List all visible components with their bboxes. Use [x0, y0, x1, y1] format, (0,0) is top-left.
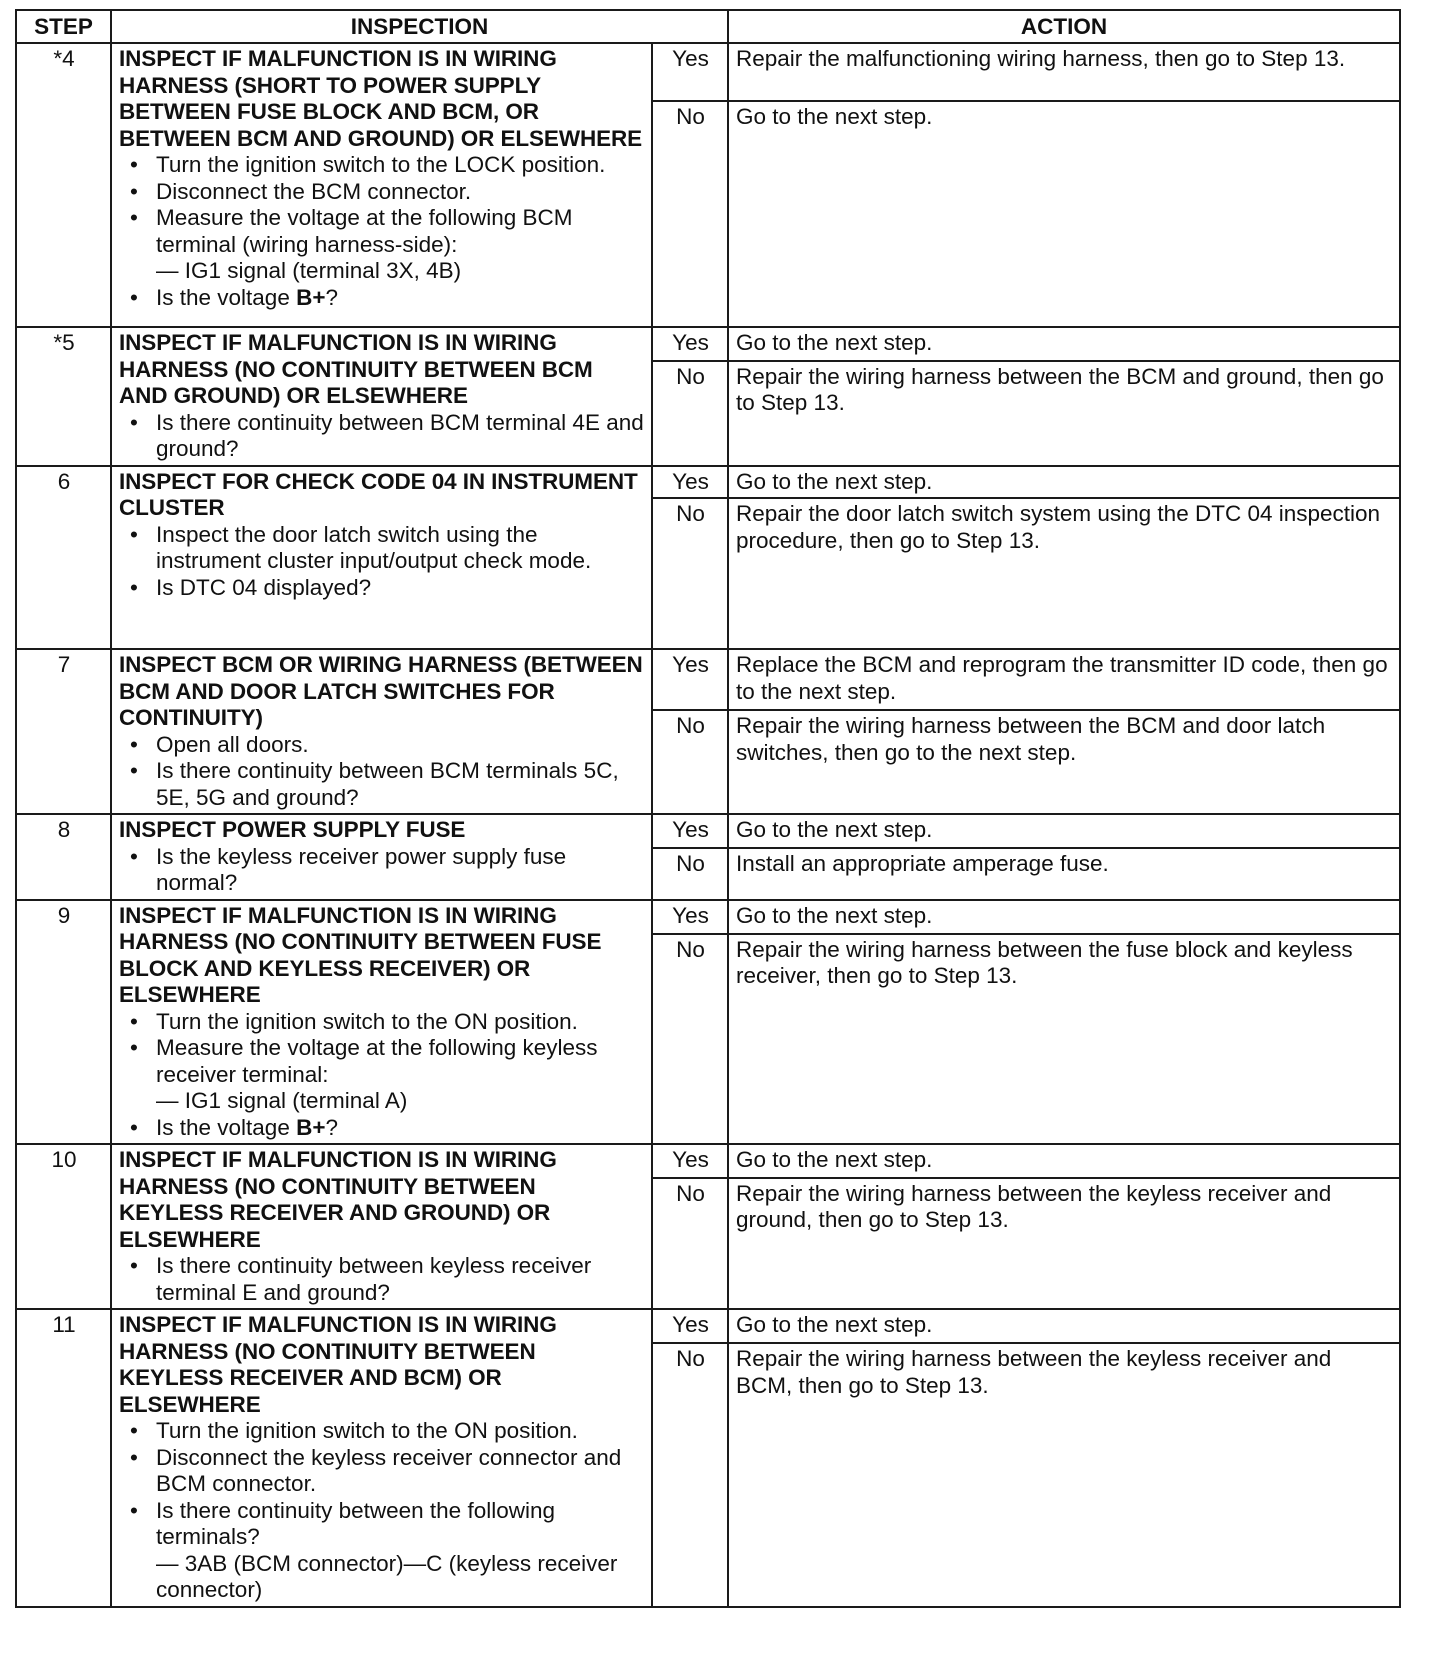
bullet-text: Is DTC 04 displayed?: [156, 574, 372, 600]
step-row: [16, 814, 1400, 848]
bullet-text: Is the voltage: [156, 1114, 297, 1140]
yes-action: Go to the next step.: [728, 900, 1400, 934]
inspection-title: INSPECT FOR CHECK CODE 04 IN INSTRUMENT CLUSTER: [119, 468, 638, 520]
inspection-bullet: [119, 410, 645, 463]
inspection-bullet: [119, 179, 645, 206]
troubleshooting-document: [15, 9, 1399, 1608]
inspection-bullets: [119, 1418, 645, 1604]
yes-label: Yes: [652, 327, 728, 361]
no-label: No: [652, 101, 728, 327]
diagnostic-table: [15, 9, 1401, 1608]
bullet-text: Measure the voltage at the following BCM terminal (wiring harness-side):: [156, 205, 573, 257]
inspection-bullets: [119, 410, 645, 463]
inspection-cell: [111, 1144, 652, 1309]
inspection-title: INSPECT POWER SUPPLY FUSE: [119, 817, 466, 842]
yes-label: Yes: [652, 466, 728, 499]
inspection-bullet: [119, 1253, 645, 1306]
yes-action: Repair the malfunctioning wiring harness, then go to Step 13.: [728, 43, 1400, 101]
step-number: 10: [16, 1144, 111, 1309]
bullet-dot: •: [130, 152, 138, 177]
yes-label: Yes: [652, 649, 728, 710]
no-label: No: [652, 498, 728, 649]
step-number: *4: [16, 43, 111, 327]
step-row: [16, 900, 1400, 934]
bullet-dot: •: [130, 521, 138, 547]
table-body: [16, 43, 1400, 1607]
yes-action: Go to the next step.: [728, 1309, 1400, 1343]
step-row: [16, 43, 1400, 101]
inspection-bullet: [119, 285, 645, 312]
step-number: 8: [16, 814, 111, 900]
inspection-bullet: [119, 522, 645, 575]
bullet-dot: •: [130, 843, 138, 869]
no-label: No: [652, 934, 728, 1144]
bullet-dot: •: [130, 178, 138, 204]
inspection-bullet: [119, 205, 645, 285]
step-row: [16, 466, 1400, 499]
bullet-bold-value: B+: [296, 1114, 326, 1140]
bullet-dot: •: [130, 1253, 138, 1278]
inspection-bullet: [119, 844, 645, 897]
step-row: [16, 1144, 1400, 1178]
yes-label: Yes: [652, 1144, 728, 1178]
inspection-bullet: [119, 1445, 645, 1498]
inspection-header: INSPECTION: [111, 10, 728, 43]
inspection-bullets: [119, 522, 645, 602]
no-action: Install an appropriate amperage fuse.: [728, 848, 1400, 900]
no-action: Repair the wiring harness between the keyless receiver and ground, then go to Step 13.: [728, 1178, 1400, 1309]
inspection-cell: [111, 43, 652, 327]
no-action: Repair the wiring harness between the BCM and ground, then go to Step 13.: [728, 361, 1400, 466]
bullet-tail: ?: [325, 284, 338, 310]
bullet-text: Is there continuity between BCM terminal 4E and ground?: [156, 409, 644, 461]
bullet-bold-value: B+: [296, 284, 326, 310]
no-label: No: [652, 710, 728, 814]
bullet-text: Is the keyless receiver power supply fuse normal?: [156, 843, 567, 895]
no-action: Repair the wiring harness between the BCM and door latch switches, then go to the next step.: [728, 710, 1400, 814]
inspection-bullets: [119, 152, 645, 311]
inspection-cell: [111, 1309, 652, 1607]
inspection-cell: [111, 327, 652, 466]
bullet-dot: •: [130, 205, 138, 230]
inspection-title: INSPECT IF MALFUNCTION IS IN WIRING HARNESS (NO CONTINUITY BETWEEN FUSE BLOCK AND KEYLESS RECEIVER) OR ELSEWHERE: [119, 902, 602, 1007]
bullet-subitem: — IG1 signal (terminal 3X, 4B): [156, 258, 462, 283]
step-row: [16, 327, 1400, 361]
bullet-text: Disconnect the BCM connector.: [156, 178, 472, 204]
inspection-cell: [111, 900, 652, 1145]
bullet-subitem: — 3AB (BCM connector)—C (keyless receiver connector): [156, 1550, 618, 1602]
inspection-title: INSPECT BCM OR WIRING HARNESS (BETWEEN BCM AND DOOR LATCH SWITCHES FOR CONTINUITY): [119, 652, 643, 730]
bullet-text: Turn the ignition switch to the LOCK position.: [156, 152, 606, 177]
header-row: [16, 10, 1400, 43]
no-action: Repair the door latch switch system using the DTC 04 inspection procedure, then go to Step 13.: [728, 498, 1400, 649]
no-label: No: [652, 1343, 728, 1606]
bullet-text: Is there continuity between the following terminals?: [156, 1497, 555, 1549]
inspection-bullet: [119, 1035, 645, 1115]
bullet-subitem: — IG1 signal (terminal A): [156, 1088, 408, 1113]
step-number: 7: [16, 649, 111, 814]
inspection-title: INSPECT IF MALFUNCTION IS IN WIRING HARNESS (NO CONTINUITY BETWEEN KEYLESS RECEIVER AND GROUND) OR ELSEWHERE: [119, 1147, 557, 1252]
bullet-dot: •: [130, 1418, 138, 1443]
bullet-dot: •: [130, 1114, 138, 1140]
yes-action: Replace the BCM and reprogram the transmitter ID code, then go to the next step.: [728, 649, 1400, 710]
inspection-cell: [111, 649, 652, 814]
inspection-cell: [111, 466, 652, 650]
yes-label: Yes: [652, 900, 728, 934]
inspection-bullets: [119, 1253, 645, 1306]
action-header: ACTION: [728, 10, 1400, 43]
bullet-dot: •: [130, 574, 138, 600]
inspection-bullet: [119, 1418, 645, 1445]
inspection-bullet: [119, 1115, 645, 1142]
yes-action: Go to the next step.: [728, 814, 1400, 848]
yes-label: Yes: [652, 1309, 728, 1343]
bullet-text: Disconnect the keyless receiver connector and BCM connector.: [156, 1444, 622, 1496]
bullet-text: Is there continuity between BCM terminals 5C, 5E, 5G and ground?: [156, 758, 619, 810]
bullet-text: Turn the ignition switch to the ON position.: [156, 1008, 578, 1034]
yes-action: Go to the next step.: [728, 327, 1400, 361]
step-number: 9: [16, 900, 111, 1145]
inspection-bullets: [119, 844, 645, 897]
yes-action: Go to the next step.: [728, 1144, 1400, 1178]
no-action: Repair the wiring harness between the keyless receiver and BCM, then go to Step 13.: [728, 1343, 1400, 1606]
yes-label: Yes: [652, 43, 728, 101]
yes-action: Go to the next step.: [728, 466, 1400, 499]
inspection-title: INSPECT IF MALFUNCTION IS IN WIRING HARNESS (NO CONTINUITY BETWEEN BCM AND GROUND) OR ELSEWHERE: [119, 330, 593, 408]
inspection-cell: [111, 814, 652, 900]
bullet-dot: •: [130, 409, 138, 435]
bullet-dot: •: [130, 284, 138, 310]
bullet-text: Measure the voltage at the following keyless receiver terminal:: [156, 1035, 598, 1087]
bullet-dot: •: [130, 1008, 138, 1034]
bullet-text: Is there continuity between keyless receiver terminal E and ground?: [156, 1253, 592, 1305]
bullet-dot: •: [130, 758, 138, 783]
bullet-text: Inspect the door latch switch using the instrument cluster input/output check mode.: [156, 521, 592, 573]
inspection-bullet: [119, 1498, 645, 1604]
yes-label: Yes: [652, 814, 728, 848]
bullet-text: Open all doors.: [156, 731, 309, 757]
step-number: 11: [16, 1309, 111, 1607]
inspection-title: INSPECT IF MALFUNCTION IS IN WIRING HARNESS (NO CONTINUITY BETWEEN KEYLESS RECEIVER AND BCM) OR ELSEWHERE: [119, 1312, 557, 1417]
bullet-dot: •: [130, 1035, 138, 1060]
bullet-text: Turn the ignition switch to the ON position.: [156, 1418, 578, 1443]
no-label: No: [652, 848, 728, 900]
inspection-bullet: [119, 1009, 645, 1036]
no-label: No: [652, 1178, 728, 1309]
step-row: [16, 1309, 1400, 1343]
inspection-bullets: [119, 1009, 645, 1142]
bullet-tail: ?: [325, 1114, 338, 1140]
step-header: STEP: [16, 10, 111, 43]
bullet-text: Is the voltage: [156, 284, 297, 310]
step-row: [16, 649, 1400, 710]
no-action: Go to the next step.: [728, 101, 1400, 327]
inspection-bullets: [119, 732, 645, 812]
bullet-dot: •: [130, 731, 138, 757]
inspection-bullet: [119, 575, 645, 602]
step-number: 6: [16, 466, 111, 650]
inspection-title: INSPECT IF MALFUNCTION IS IN WIRING HARNESS (SHORT TO POWER SUPPLY BETWEEN FUSE BLOCK AND BCM, OR BETWEEN BCM AND GROUND) OR ELSEWHERE: [119, 46, 643, 151]
no-label: No: [652, 361, 728, 466]
step-number: *5: [16, 327, 111, 466]
bullet-dot: •: [130, 1444, 138, 1470]
bullet-dot: •: [130, 1497, 138, 1523]
inspection-bullet: [119, 758, 645, 811]
no-action: Repair the wiring harness between the fuse block and keyless receiver, then go to Step 13.: [728, 934, 1400, 1144]
inspection-bullet: [119, 732, 645, 759]
inspection-bullet: [119, 152, 645, 179]
